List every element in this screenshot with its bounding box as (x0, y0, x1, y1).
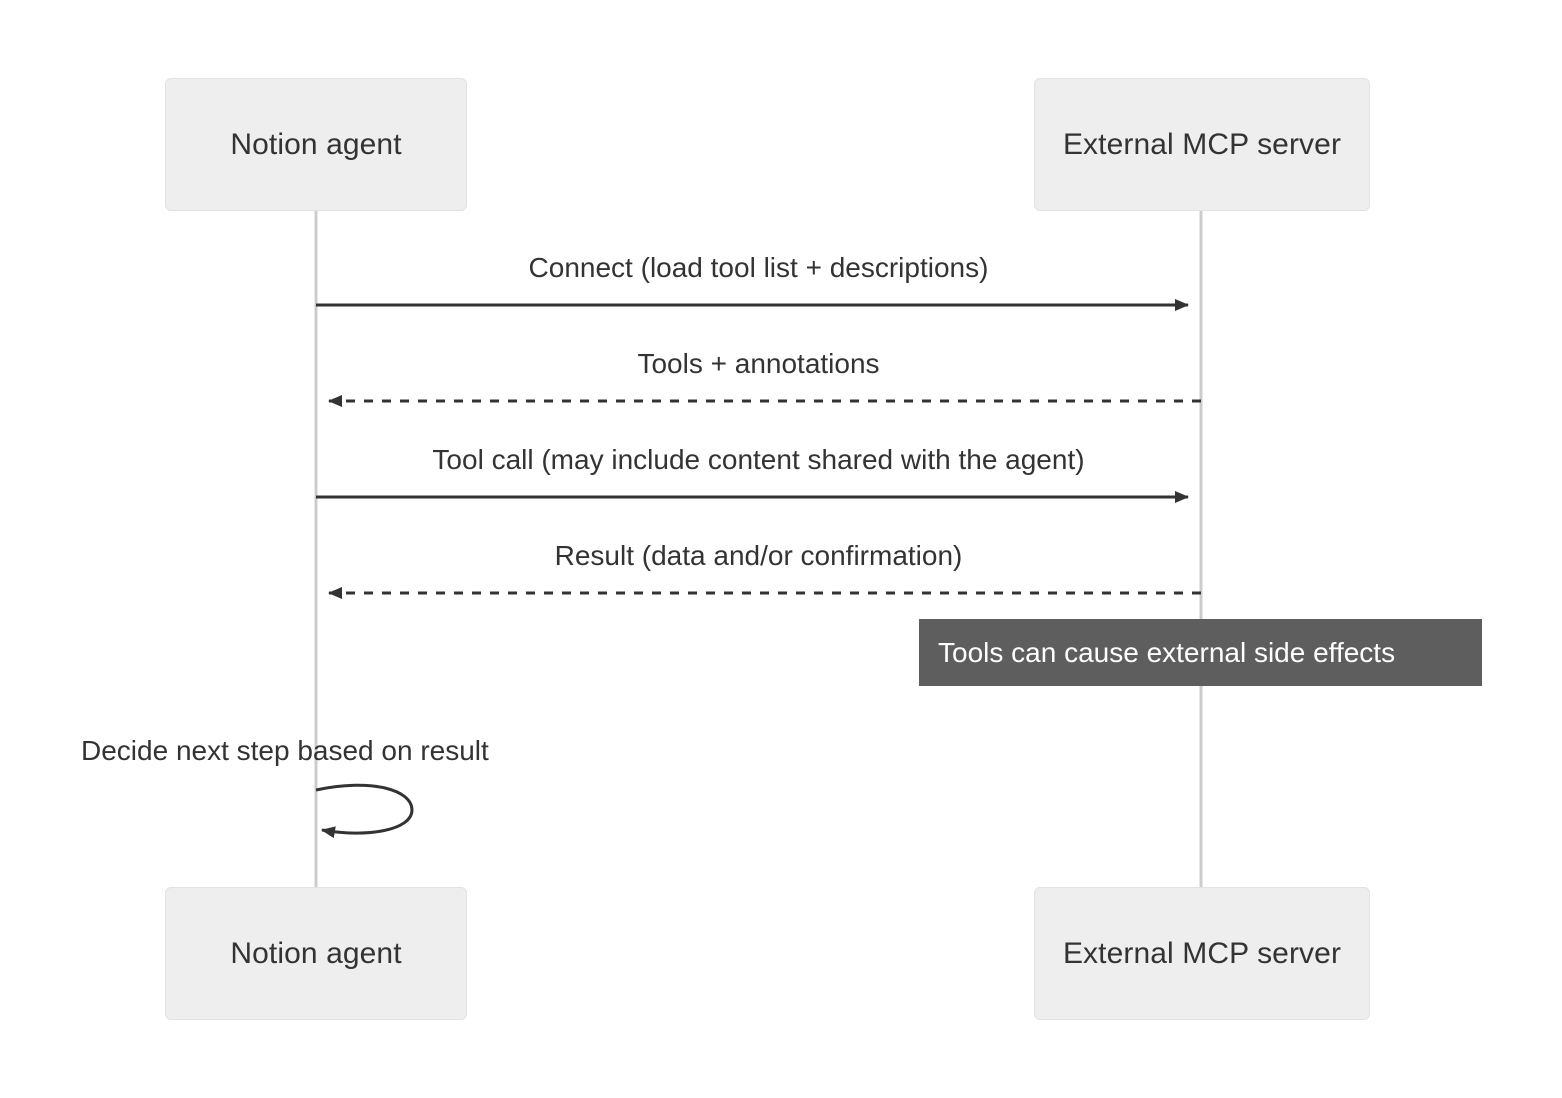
message-label-3: Tool call (may include content shared with the agent) (432, 444, 1085, 475)
note-label: Tools can cause external side effects (938, 636, 1396, 668)
actor-label-server-bottom: External MCP server (1062, 936, 1342, 970)
message-label-2: Tools + annotations (637, 348, 880, 379)
self-message-loop (316, 785, 412, 833)
message-label-1: Connect (load tool list + descriptions) (528, 252, 989, 283)
actor-label-agent-top: Notion agent (230, 127, 402, 161)
actor-box-agent-top[interactable] (165, 78, 467, 211)
actor-label-agent-bottom: Notion agent (230, 936, 402, 970)
note-external-side-effects (919, 619, 1482, 686)
self-message-label: Decide next step based on result (81, 735, 489, 766)
actor-box-server-bottom[interactable] (1034, 887, 1370, 1020)
actor-box-server-top[interactable] (1034, 78, 1370, 211)
actor-label-server-top: External MCP server (1062, 127, 1342, 161)
actor-box-agent-bottom[interactable] (165, 887, 467, 1020)
message-label-4: Result (data and/or confirmation) (554, 540, 963, 571)
